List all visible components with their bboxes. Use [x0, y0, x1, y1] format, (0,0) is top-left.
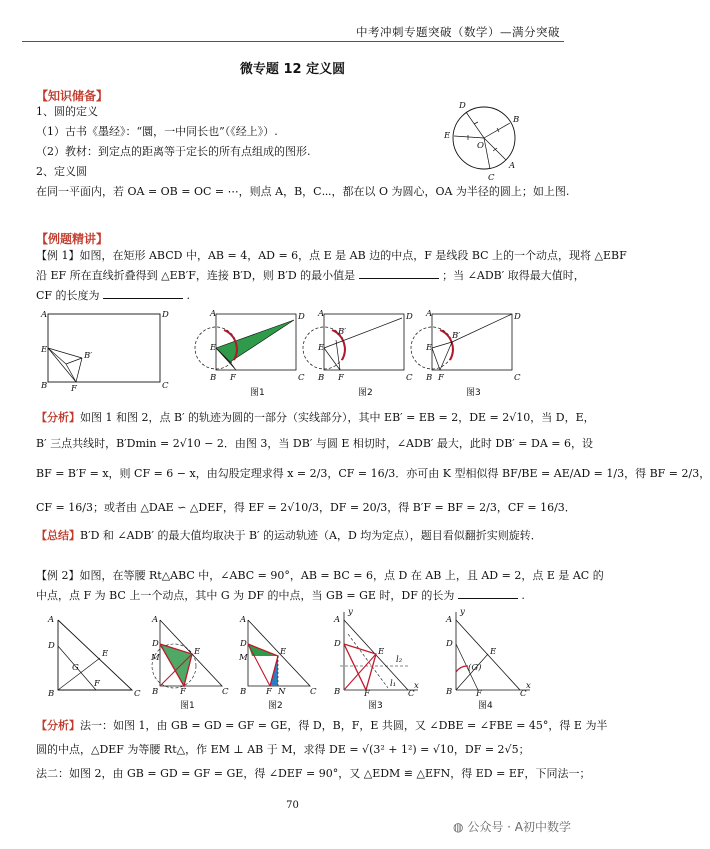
- ex2-line2: [36, 588, 525, 604]
- f23-x: x: [414, 681, 419, 691]
- f24-C: C: [520, 689, 527, 699]
- f23-F: F: [364, 689, 370, 699]
- fig1-B: B: [210, 373, 217, 383]
- an1-line4: CF = 16/3；或者由 △DAE ∽ △DEF，得 EF = 2√10/3，DF = 20/3，得 B′F = BF = 2/3，CF = 16/3．: [36, 501, 576, 514]
- fig3-F: F: [438, 373, 444, 383]
- fig2-E: E: [318, 343, 325, 353]
- f24-G: (G): [468, 663, 482, 673]
- label-E: E: [444, 131, 451, 141]
- f21-E: E: [194, 647, 201, 657]
- fig2-C: C: [406, 373, 413, 383]
- f21-A: A: [152, 615, 159, 625]
- label-D: D: [459, 101, 466, 111]
- an1-line1: [36, 410, 595, 426]
- f21-C: C: [222, 687, 229, 697]
- ex2-D: D: [48, 641, 55, 651]
- ex1-line3: [36, 288, 190, 304]
- f24-y: y: [460, 607, 465, 617]
- fig3-D: D: [514, 312, 521, 322]
- knowledge-l2: （2）教材：到定点的距离等于定长的所有点组成的图形.: [36, 145, 311, 158]
- answer-blank-1[interactable]: [359, 268, 439, 279]
- f22-F: F: [266, 687, 272, 697]
- ex2-B: B: [48, 689, 55, 699]
- f22-E: E: [280, 647, 287, 657]
- an1-line1-text: 如图 1 和图 2，点 B′ 的轨迹为圆的一部分（实线部分），其中 EB′ = EB = 2，DE = 2√10，当 D，E，: [80, 411, 595, 424]
- fig2-D: D: [406, 312, 413, 322]
- ex1-fig1-caption: 图1: [250, 388, 265, 398]
- ex1-figure-3: [412, 310, 522, 384]
- an1-tag: 【分析】: [36, 411, 80, 424]
- fig2-A: A: [318, 309, 325, 319]
- fig-label-B: B: [41, 381, 48, 391]
- an2-tag: 【分析】: [36, 719, 80, 732]
- fig1-D: D: [298, 312, 305, 322]
- header-text: 中考冲刺专题突破（数学）—满分突破: [356, 25, 560, 39]
- ex1-line1: 【例 1】如图，在矩形 ABCD 中，AB = 4，AD = 6，点 E 是 AB 边的中点，F 是线段 BC 上的一个动点，现将 △EBF: [36, 249, 627, 262]
- page-number: 70: [286, 800, 299, 811]
- ex1-main-figure: [38, 308, 178, 392]
- fig1-C: C: [298, 373, 305, 383]
- ex2-figure-4: [438, 607, 534, 699]
- fig-label-A: A: [41, 310, 48, 320]
- ex2-fig2-caption: 图2: [268, 701, 283, 711]
- ex2-figure-1: [150, 614, 230, 696]
- f24-A: A: [446, 615, 453, 625]
- f22-N: N: [278, 687, 286, 697]
- wechat-icon: ◍: [453, 820, 464, 834]
- ex2-figure-2: [238, 614, 318, 696]
- f23-l1: l₁: [390, 679, 397, 689]
- an2-line1: [36, 718, 607, 734]
- fig2-F: F: [338, 373, 344, 383]
- running-header: [22, 22, 564, 42]
- ex2-fig3-caption: 图3: [368, 701, 383, 711]
- ex2-C: C: [134, 689, 141, 699]
- f21-M: M: [151, 653, 160, 663]
- knowledge-h1: 1、圆的定义: [36, 105, 98, 118]
- ex2-fig4-caption: 图4: [478, 701, 493, 711]
- an2-line2: 圆的中点，△DEF 为等腰 Rt△，作 EM ⊥ AB 于 M，求得 DE = √(3² + 1²) = √10，DF = 2√5；: [36, 743, 530, 756]
- ex2-figure-3: [326, 607, 422, 699]
- summary-line: [36, 528, 542, 544]
- f23-A: A: [334, 615, 341, 625]
- label-A: A: [509, 161, 516, 171]
- summary-tag: 【总结】: [36, 529, 80, 542]
- page-title: 微专题 12 定义圆: [239, 62, 346, 77]
- knowledge-l1: （1）古书《墨经》：“圜，一中同长也”（《经上》）.: [36, 125, 278, 138]
- fig1-E: E: [210, 343, 217, 353]
- knowledge-h2: 2、定义圆: [36, 165, 87, 178]
- ex2-line2-b: .: [521, 589, 525, 602]
- header-rule: [22, 41, 564, 42]
- f21-F: F: [180, 687, 186, 697]
- f24-E: E: [490, 647, 497, 657]
- fig3-C: C: [514, 373, 521, 383]
- f24-B: B: [446, 687, 453, 697]
- fig2-B: B: [318, 373, 325, 383]
- f24-D: D: [446, 639, 453, 649]
- f21-D: D: [152, 639, 159, 649]
- watermark: [453, 818, 571, 835]
- fig-label-F: F: [71, 384, 77, 394]
- f23-B: B: [334, 687, 341, 697]
- ex1-figure-1: [196, 310, 306, 384]
- ex1-fig2-caption: 图2: [358, 388, 373, 398]
- f23-D: D: [334, 639, 341, 649]
- f22-B: B: [240, 687, 247, 697]
- f23-l2: l₂: [396, 655, 403, 665]
- summary-text: B′D 和 ∠ADB′ 的最大值均取决于 B′ 的运动轨迹（A，D 均为定点），题目看似翻折实则旋转．: [80, 529, 542, 542]
- watermark-text: 公众号 · A初中数学: [467, 820, 571, 834]
- fig-label-Bp: B′: [84, 351, 93, 361]
- fig2-Bp: B′: [338, 327, 347, 337]
- f22-C: C: [310, 687, 317, 697]
- fig-label-E: E: [41, 345, 48, 355]
- fig3-A: A: [426, 309, 433, 319]
- answer-blank-3[interactable]: [458, 588, 518, 599]
- an1-line3: BF = B′F = x，则 CF = 6 − x，由勾股定理求得 x = 2/3，CF = 16/3．亦可由 K 型相似得 BF/BE = AE/AD = 1/3，得 BF = 2/3，: [36, 467, 710, 480]
- ex2-E: E: [102, 649, 109, 659]
- ex2-line2-a: 中点，点 F 为 BC 上一个动点，其中 G 为 DF 的中点，当 GB = GE 时，DF 的长为: [36, 589, 455, 602]
- fig-label-C: C: [162, 381, 169, 391]
- an2-line3: 法二：如图 2，由 GB = GD = GF = GE，得 ∠DEF = 90°，又 △EDM ≌ △EFN，得 ED = EF，下同法一；: [36, 767, 591, 780]
- ex1-figure-2: [304, 310, 414, 384]
- label-B: B: [513, 115, 520, 125]
- section-knowledge: 【知识储备】: [36, 89, 109, 103]
- fig3-B: B: [426, 373, 433, 383]
- f23-E: E: [378, 647, 385, 657]
- label-C: C: [488, 173, 495, 183]
- f21-B: B: [152, 687, 159, 697]
- f22-M: M: [239, 653, 248, 663]
- f22-D: D: [240, 639, 247, 649]
- ex2-line1: 【例 2】如图，在等腰 Rt△ABC 中，∠ABC = 90°，AB = BC = 6，点 D 在 AB 上，且 AD = 2，点 E 是 AC 的: [36, 569, 604, 582]
- ex1-line2-b: ；当 ∠ADB′ 取得最大值时，: [442, 269, 585, 282]
- ex2-G: G: [72, 663, 79, 673]
- f23-y: y: [348, 607, 353, 617]
- f23-C: C: [408, 689, 415, 699]
- ex1-line2: [36, 268, 585, 284]
- ex1-fig3-caption: 图3: [466, 388, 481, 398]
- fig3-Bp: B′: [452, 331, 461, 341]
- fig3-E: E: [426, 343, 433, 353]
- knowledge-l3: 在同一平面内，若 OA = OB = OC = ⋯，则点 A，B，C⋯，都在以 O 为圆心，OA 为半径的圆上；如上图.: [36, 185, 570, 198]
- ex1-line2-a: 沿 EF 所在直线折叠得到 △EB′F，连接 B′D，则 B′D 的最小值是: [36, 269, 356, 282]
- ex1-line3-b: .: [186, 289, 191, 302]
- an1-line2: B′ 三点共线时，B′Dmin = 2√10 − 2．由图 3，当 DB′ 与圆 E 相切时，∠ADB′ 最大，此时 DB′ = DA = 6，设: [36, 437, 593, 450]
- ex2-main-figure: [44, 612, 144, 698]
- fig1-A: A: [210, 309, 217, 319]
- answer-blank-2[interactable]: [103, 288, 183, 299]
- section-examples: 【例题精讲】: [36, 232, 109, 246]
- ex2-fig1-caption: 图1: [180, 701, 195, 711]
- ex2-F: F: [94, 679, 100, 689]
- ex1-line3-a: CF 的长度为: [36, 289, 100, 302]
- definition-circle-figure: [430, 96, 540, 183]
- f24-x: x: [526, 681, 531, 691]
- an2-line1-text: 法一：如图 1，由 GB = GD = GF = GE，得 D，B，F，E 共圆，又 ∠DBE = ∠FBE = 45°，得 E 为半: [80, 719, 608, 732]
- ex2-A: A: [48, 615, 55, 625]
- fig-label-D: D: [162, 310, 169, 320]
- f24-F: F: [476, 689, 482, 699]
- label-O: O: [477, 141, 484, 151]
- fig1-F: F: [230, 373, 236, 383]
- f22-A: A: [240, 615, 247, 625]
